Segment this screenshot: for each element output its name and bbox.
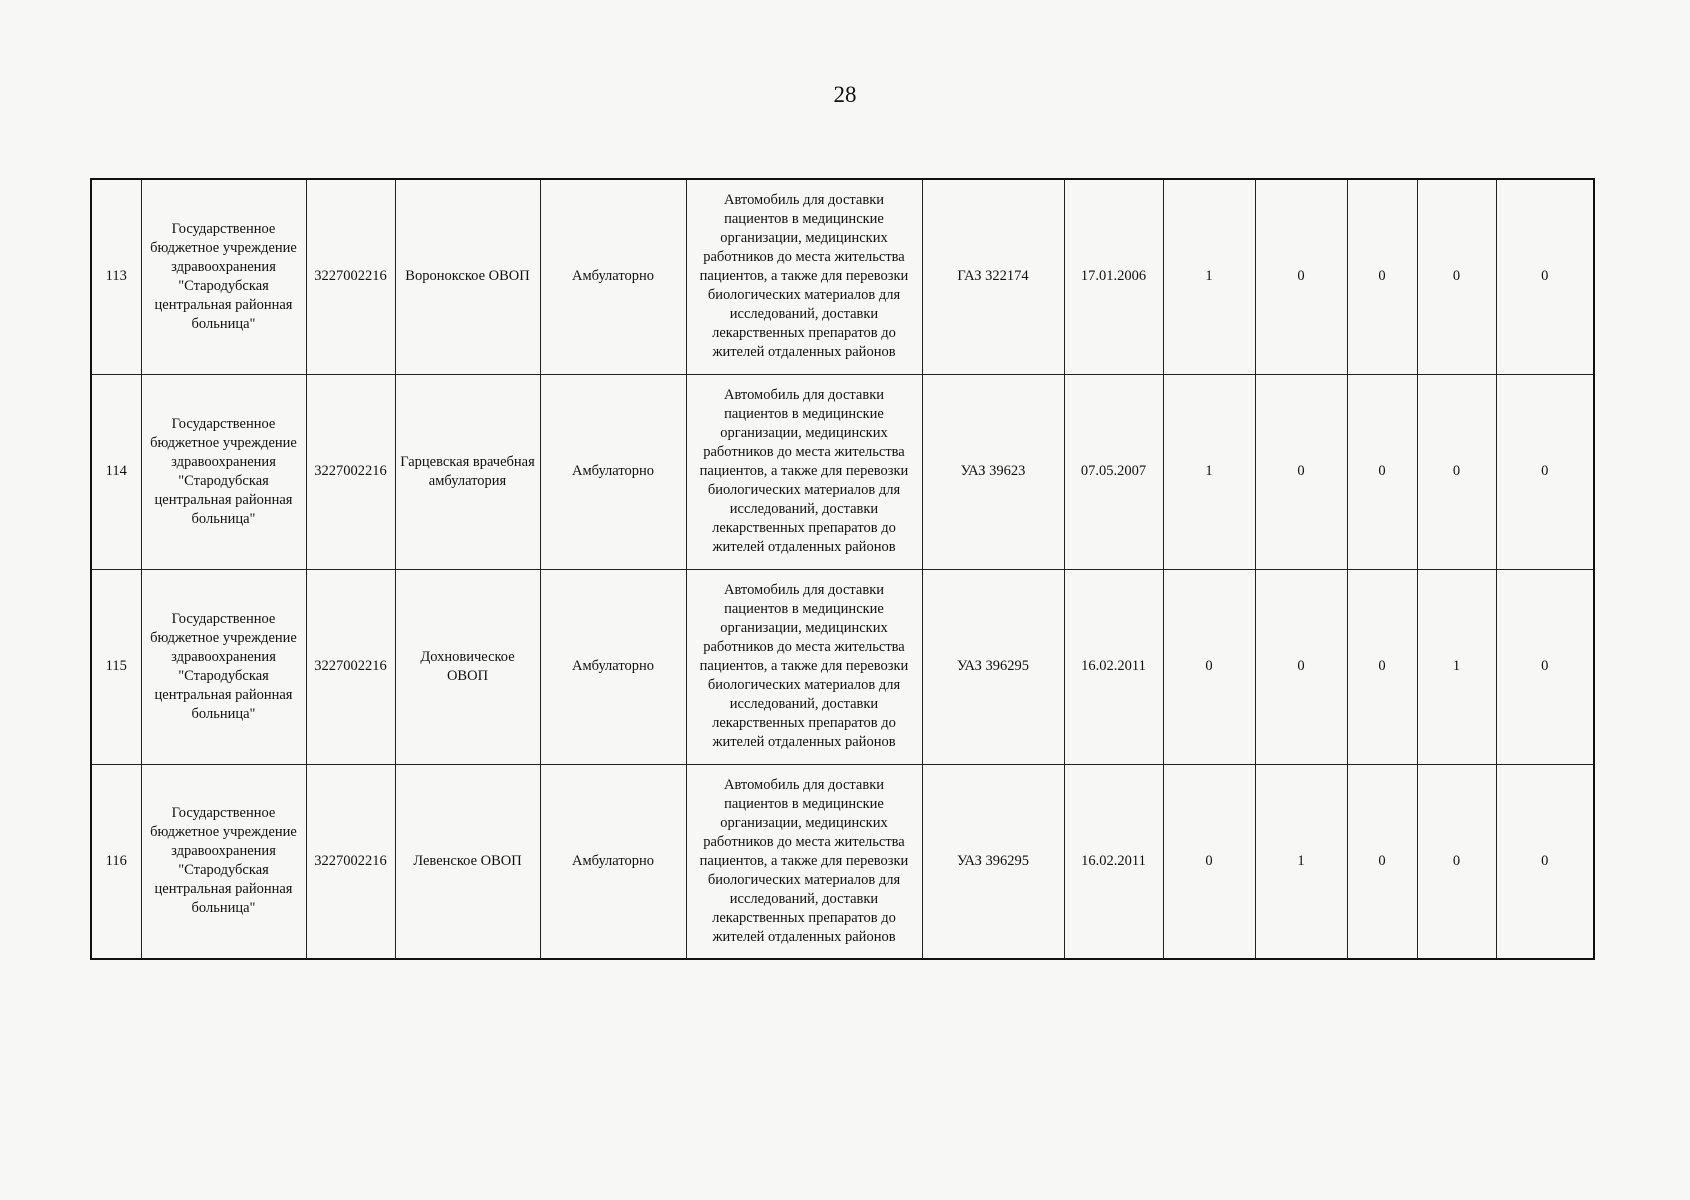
count-col-4-cell: 0 <box>1417 179 1496 374</box>
unit-cell: Дохновическое ОВОП <box>395 569 540 764</box>
count-col-5-cell: 0 <box>1496 569 1594 764</box>
count-col-2-cell: 0 <box>1255 179 1347 374</box>
institution-cell: Государственное бюджетное учреждение здравоохранения "Стародубская центральная районная больница" <box>141 764 306 959</box>
table-row <box>91 179 1594 374</box>
date-cell: 07.05.2007 <box>1064 374 1163 569</box>
vehicle-model-cell: УАЗ 39623 <box>922 374 1064 569</box>
row-number-cell: 113 <box>91 179 141 374</box>
count-col-5-cell: 0 <box>1496 374 1594 569</box>
table-row <box>91 764 1594 959</box>
count-col-1-cell: 1 <box>1163 179 1255 374</box>
care-type-cell: Амбулаторно <box>540 569 686 764</box>
care-type-cell: Амбулаторно <box>540 179 686 374</box>
count-col-4-cell: 0 <box>1417 764 1496 959</box>
institution-cell: Государственное бюджетное учреждение здравоохранения "Стародубская центральная районная больница" <box>141 374 306 569</box>
count-col-4-cell: 0 <box>1417 374 1496 569</box>
row-number-cell: 116 <box>91 764 141 959</box>
date-cell: 16.02.2011 <box>1064 764 1163 959</box>
vehicle-register-table <box>90 178 1595 960</box>
count-col-1-cell: 0 <box>1163 569 1255 764</box>
date-cell: 17.01.2006 <box>1064 179 1163 374</box>
vehicle-model-cell: ГАЗ 322174 <box>922 179 1064 374</box>
count-col-1-cell: 1 <box>1163 374 1255 569</box>
count-col-3-cell: 0 <box>1347 179 1417 374</box>
inn-cell: 3227002216 <box>306 179 395 374</box>
page-number: 28 <box>833 82 857 107</box>
row-number-cell: 115 <box>91 569 141 764</box>
count-col-3-cell: 0 <box>1347 569 1417 764</box>
count-col-1-cell: 0 <box>1163 764 1255 959</box>
date-cell: 16.02.2011 <box>1064 569 1163 764</box>
inn-cell: 3227002216 <box>306 764 395 959</box>
table-row <box>91 569 1594 764</box>
count-col-2-cell: 0 <box>1255 569 1347 764</box>
unit-cell: Гарцевская врачебная амбулатория <box>395 374 540 569</box>
institution-cell: Государственное бюджетное учреждение здравоохранения "Стародубская центральная районная больница" <box>141 179 306 374</box>
count-col-5-cell: 0 <box>1496 764 1594 959</box>
institution-cell: Государственное бюджетное учреждение здравоохранения "Стародубская центральная районная больница" <box>141 569 306 764</box>
inn-cell: 3227002216 <box>306 374 395 569</box>
row-number-cell: 114 <box>91 374 141 569</box>
count-col-5-cell: 0 <box>1496 179 1594 374</box>
unit-cell: Воронокское ОВОП <box>395 179 540 374</box>
purpose-cell: Автомобиль для доставки пациентов в медицинские организации, медицинских работников до места жительства пациентов, а также для перевозки биологических материалов для исследований, доставки лекарственных препаратов до жителей отдаленных районов <box>686 374 922 569</box>
vehicle-model-cell: УАЗ 396295 <box>922 764 1064 959</box>
table-row <box>91 374 1594 569</box>
purpose-cell: Автомобиль для доставки пациентов в медицинские организации, медицинских работников до места жительства пациентов, а также для перевозки биологических материалов для исследований, доставки лекарственных препаратов до жителей отдаленных районов <box>686 764 922 959</box>
care-type-cell: Амбулаторно <box>540 764 686 959</box>
count-col-2-cell: 1 <box>1255 764 1347 959</box>
count-col-4-cell: 1 <box>1417 569 1496 764</box>
purpose-cell: Автомобиль для доставки пациентов в медицинские организации, медицинских работников до места жительства пациентов, а также для перевозки биологических материалов для исследований, доставки лекарственных препаратов до жителей отдаленных районов <box>686 569 922 764</box>
inn-cell: 3227002216 <box>306 569 395 764</box>
care-type-cell: Амбулаторно <box>540 374 686 569</box>
count-col-3-cell: 0 <box>1347 764 1417 959</box>
count-col-2-cell: 0 <box>1255 374 1347 569</box>
purpose-cell: Автомобиль для доставки пациентов в медицинские организации, медицинских работников до места жительства пациентов, а также для перевозки биологических материалов для исследований, доставки лекарственных препаратов до жителей отдаленных районов <box>686 179 922 374</box>
unit-cell: Левенское ОВОП <box>395 764 540 959</box>
vehicle-model-cell: УАЗ 396295 <box>922 569 1064 764</box>
count-col-3-cell: 0 <box>1347 374 1417 569</box>
